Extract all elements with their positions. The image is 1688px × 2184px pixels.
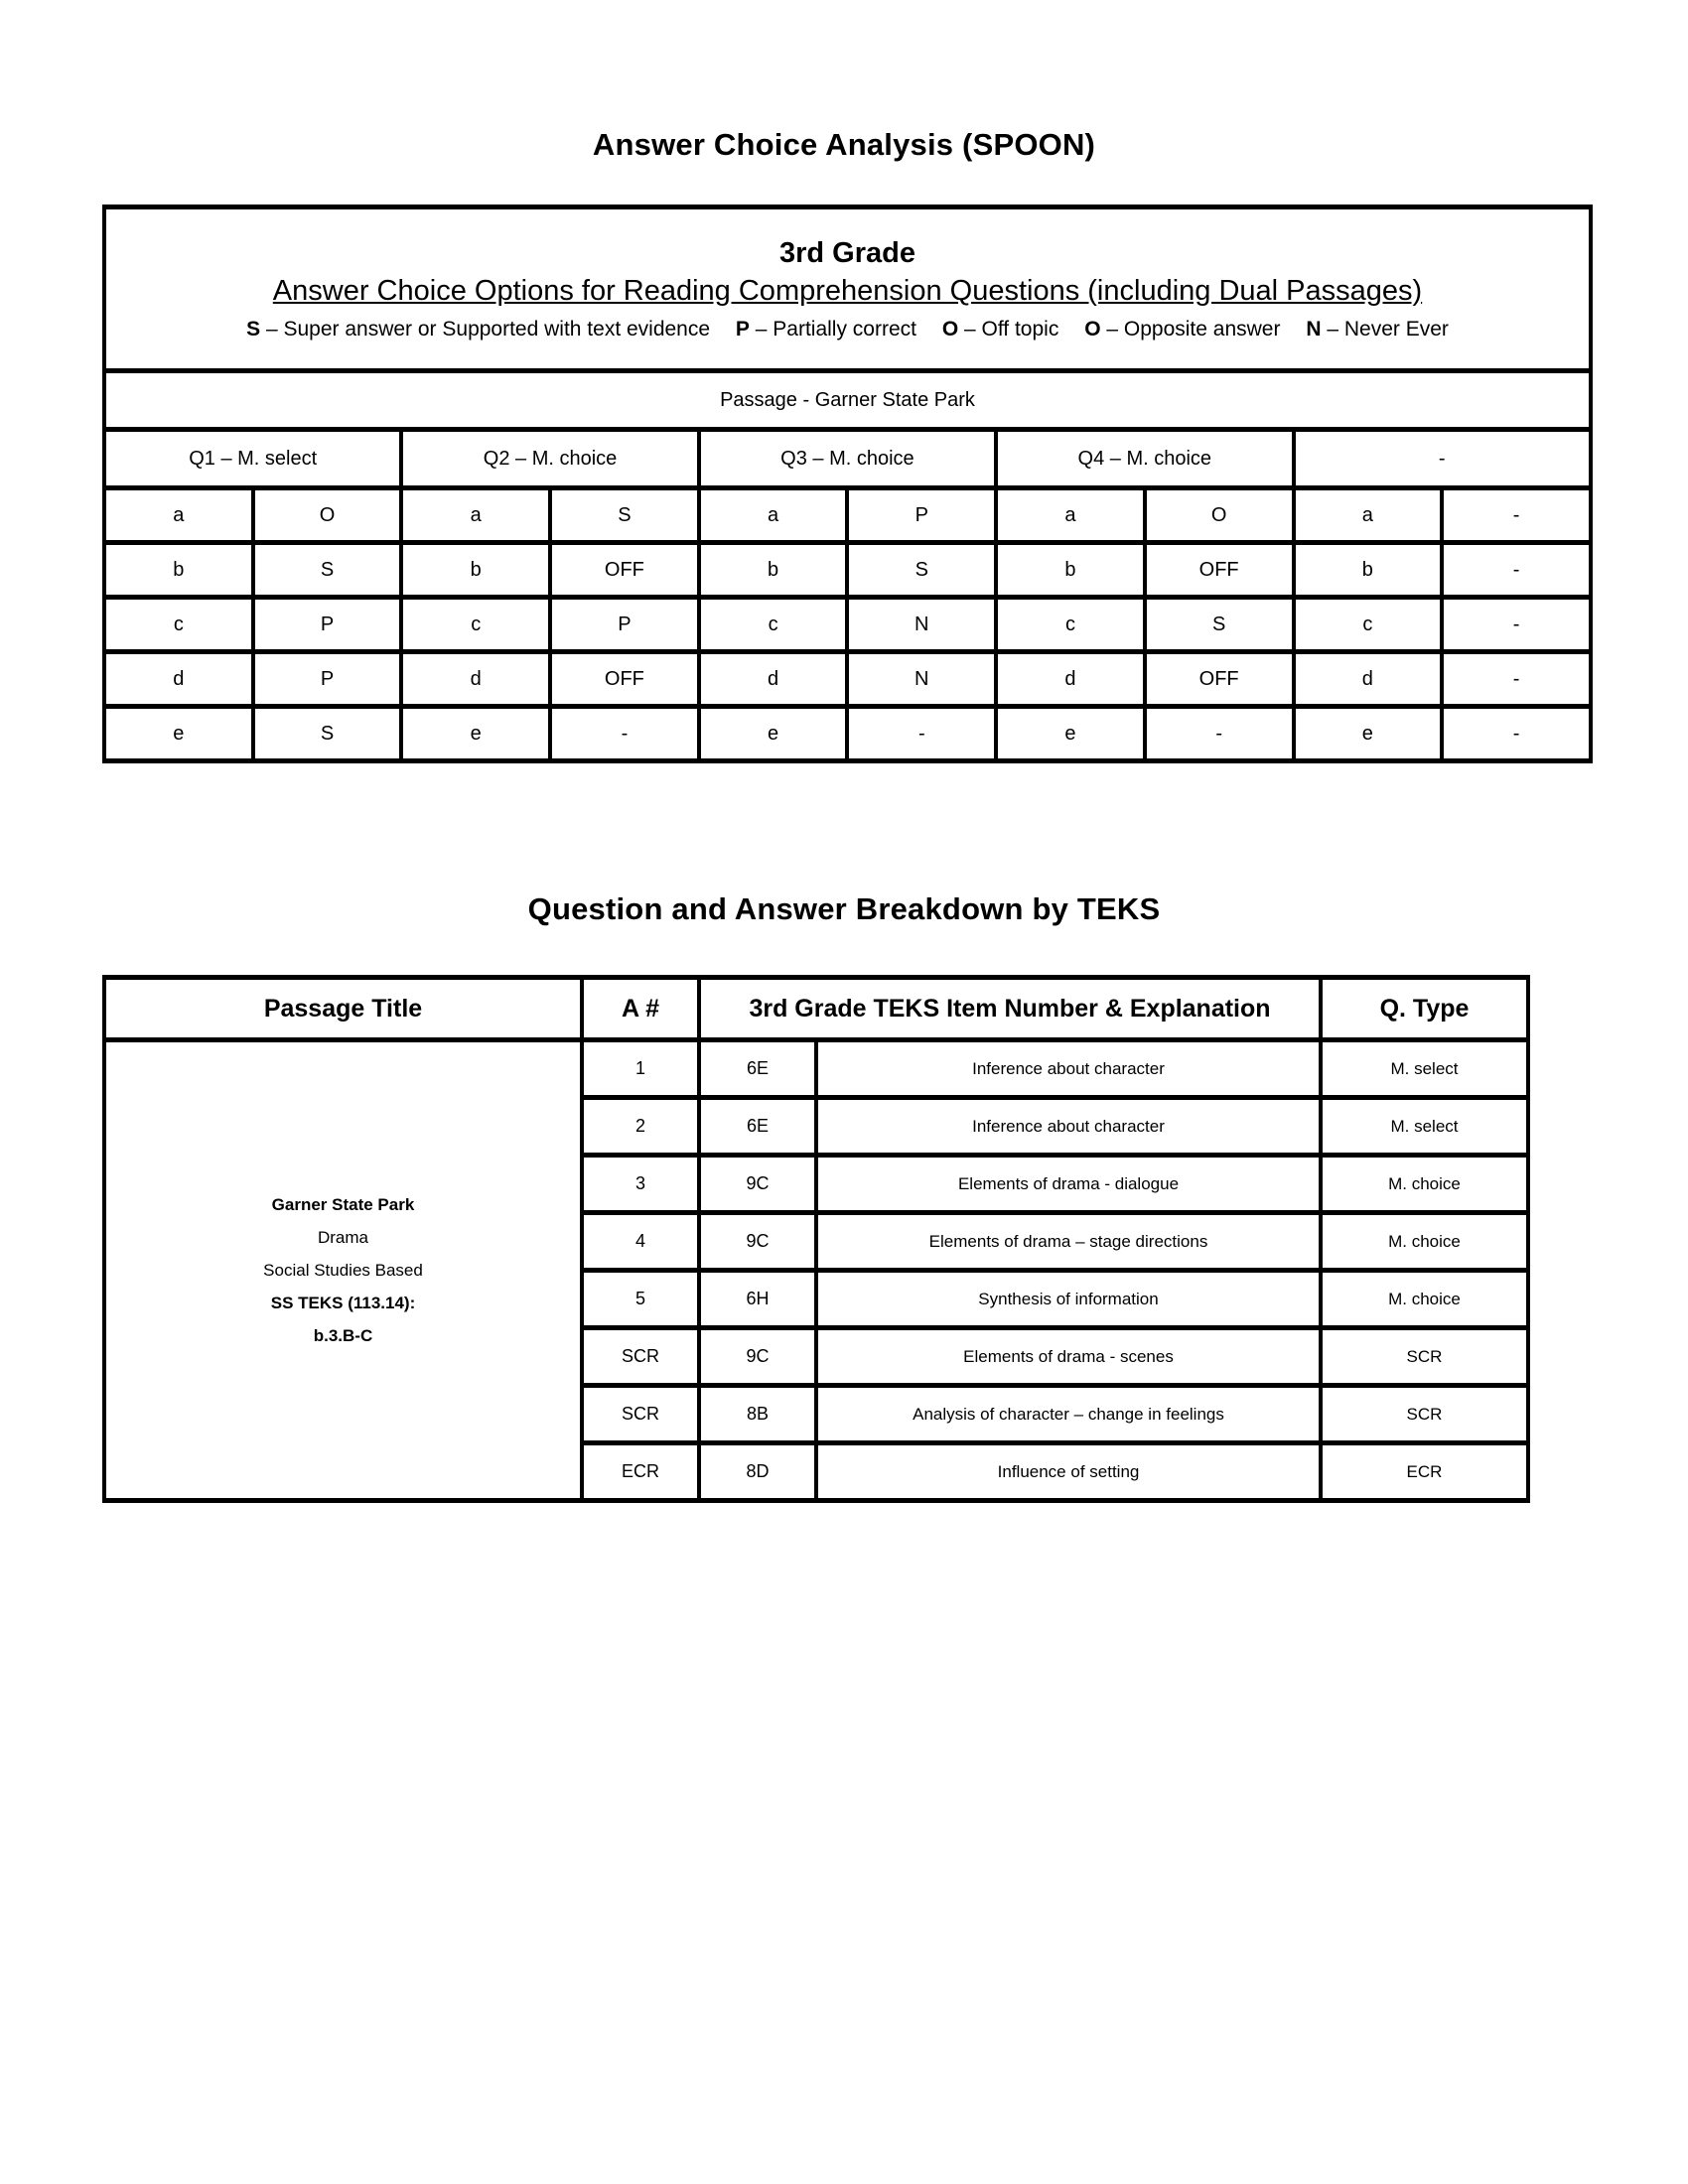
qtype-cell: ECR bbox=[1321, 1443, 1528, 1501]
choice-letter-cell: a bbox=[699, 488, 848, 543]
qtype-cell: M. choice bbox=[1321, 1156, 1528, 1213]
teks-code-cell: 6H bbox=[699, 1271, 816, 1328]
document-title-teks: Question and Answer Breakdown by TEKS bbox=[527, 891, 1161, 926]
choice-letter-cell: e bbox=[1294, 707, 1443, 761]
answer-value-cell: S bbox=[550, 488, 699, 543]
explanation-cell: Elements of drama - scenes bbox=[816, 1328, 1321, 1386]
legend-letter: N bbox=[1306, 317, 1322, 341]
qtype-cell: SCR bbox=[1321, 1386, 1528, 1443]
choice-letter-cell: d bbox=[699, 652, 848, 707]
choice-letter-cell: c bbox=[104, 598, 253, 652]
choice-letter-cell: b bbox=[699, 543, 848, 598]
qtype-cell: M. select bbox=[1321, 1040, 1528, 1098]
column-header-teks-explanation: 3rd Grade TEKS Item Number & Explanation bbox=[699, 978, 1321, 1040]
teks-row bbox=[104, 1040, 1528, 1098]
answer-value-cell: - bbox=[847, 707, 996, 761]
legend bbox=[106, 318, 1589, 341]
choice-letter-cell: e bbox=[699, 707, 848, 761]
teks-code-cell: 9C bbox=[699, 1213, 816, 1271]
spoon-header-cell bbox=[104, 207, 1591, 371]
teks-header-row bbox=[104, 978, 1528, 1040]
choice-letter-cell: c bbox=[996, 598, 1145, 652]
answer-value-cell: - bbox=[1442, 543, 1591, 598]
choice-letter-cell: d bbox=[401, 652, 550, 707]
answer-row-d bbox=[104, 652, 1591, 707]
answer-value-cell: - bbox=[1442, 707, 1591, 761]
spoon-analysis-table bbox=[102, 205, 1593, 763]
answer-value-cell: P bbox=[847, 488, 996, 543]
legend-letter: O bbox=[941, 317, 959, 341]
choice-letter-cell: a bbox=[104, 488, 253, 543]
passage-title-line: Drama bbox=[317, 1228, 368, 1247]
spoon-header-row bbox=[104, 207, 1591, 371]
document-title-spoon: Answer Choice Analysis (SPOON) bbox=[592, 127, 1096, 162]
answer-row-b bbox=[104, 543, 1591, 598]
answer-value-cell: OFF bbox=[1145, 652, 1294, 707]
passage-title-line: Social Studies Based bbox=[263, 1261, 423, 1280]
qtype-cell: M. choice bbox=[1321, 1213, 1528, 1271]
answer-value-cell: P bbox=[253, 598, 402, 652]
answer-value-cell: OFF bbox=[1145, 543, 1294, 598]
answer-value-cell: O bbox=[1145, 488, 1294, 543]
legend-item bbox=[736, 318, 916, 341]
choice-letter-cell: b bbox=[104, 543, 253, 598]
legend-item bbox=[246, 318, 710, 341]
answer-value-cell: - bbox=[1442, 488, 1591, 543]
answer-value-cell: N bbox=[847, 598, 996, 652]
answer-number-cell: ECR bbox=[582, 1443, 699, 1501]
explanation-cell: Inference about character bbox=[816, 1040, 1321, 1098]
answer-value-cell: - bbox=[1442, 652, 1591, 707]
answer-value-cell: P bbox=[550, 598, 699, 652]
choice-letter-cell: c bbox=[1294, 598, 1443, 652]
qtype-cell: M. select bbox=[1321, 1098, 1528, 1156]
qtype-cell: SCR bbox=[1321, 1328, 1528, 1386]
explanation-cell: Synthesis of information bbox=[816, 1271, 1321, 1328]
legend-desc: – Super answer or Supported with text evidence bbox=[265, 317, 711, 341]
passage-banner: Passage - Garner State Park bbox=[104, 371, 1591, 430]
answer-number-cell: 3 bbox=[582, 1156, 699, 1213]
choice-letter-cell: a bbox=[1294, 488, 1443, 543]
passage-title-line: b.3.B-C bbox=[313, 1326, 373, 1345]
legend-item bbox=[942, 318, 1059, 341]
answer-number-cell: SCR bbox=[582, 1328, 699, 1386]
legend-desc: – Off topic bbox=[964, 317, 1059, 341]
question-header-q2: Q2 – M. choice bbox=[401, 430, 698, 488]
answer-value-cell: S bbox=[253, 543, 402, 598]
legend-desc: – Opposite answer bbox=[1106, 317, 1281, 341]
teks-code-cell: 8B bbox=[699, 1386, 816, 1443]
answer-value-cell: O bbox=[253, 488, 402, 543]
teks-code-cell: 9C bbox=[699, 1328, 816, 1386]
answer-row-c bbox=[104, 598, 1591, 652]
choice-letter-cell: c bbox=[699, 598, 848, 652]
answer-value-cell: OFF bbox=[550, 652, 699, 707]
choice-letter-cell: b bbox=[1294, 543, 1443, 598]
answer-value-cell: N bbox=[847, 652, 996, 707]
answer-value-cell: OFF bbox=[550, 543, 699, 598]
choice-letter-cell: a bbox=[996, 488, 1145, 543]
teks-code-cell: 8D bbox=[699, 1443, 816, 1501]
column-header-passage-title: Passage Title bbox=[104, 978, 582, 1040]
answer-value-cell: S bbox=[1145, 598, 1294, 652]
passage-title-cell bbox=[104, 1040, 582, 1501]
choice-letter-cell: e bbox=[996, 707, 1145, 761]
choice-letter-cell: e bbox=[104, 707, 253, 761]
answer-row-a bbox=[104, 488, 1591, 543]
choice-letter-cell: d bbox=[996, 652, 1145, 707]
legend-item bbox=[1306, 318, 1449, 341]
answer-number-cell: 4 bbox=[582, 1213, 699, 1271]
teks-code-cell: 6E bbox=[699, 1040, 816, 1098]
passage-title-line: SS TEKS (113.14): bbox=[270, 1294, 416, 1312]
choice-letter-cell: c bbox=[401, 598, 550, 652]
teks-breakdown-table bbox=[102, 975, 1530, 1503]
answer-number-cell: SCR bbox=[582, 1386, 699, 1443]
question-header-q4: Q4 – M. choice bbox=[996, 430, 1293, 488]
legend-letter: O bbox=[1084, 317, 1101, 341]
choice-letter-cell: d bbox=[104, 652, 253, 707]
grade-heading: 3rd Grade bbox=[779, 236, 915, 269]
answer-value-cell: - bbox=[1442, 598, 1591, 652]
choice-letter-cell: e bbox=[401, 707, 550, 761]
explanation-cell: Inference about character bbox=[816, 1098, 1321, 1156]
legend-item bbox=[1084, 318, 1280, 341]
answer-row-e bbox=[104, 707, 1591, 761]
subtitle-heading: Answer Choice Options for Reading Comprehension Questions (including Dual Passages) bbox=[272, 274, 1423, 307]
choice-letter-cell: b bbox=[996, 543, 1145, 598]
answer-value-cell: - bbox=[550, 707, 699, 761]
legend-letter: S bbox=[246, 317, 261, 341]
passage-title-line: Garner State Park bbox=[271, 1195, 415, 1214]
passage-banner-row bbox=[104, 371, 1591, 430]
teks-code-cell: 6E bbox=[699, 1098, 816, 1156]
legend-desc: – Never Ever bbox=[1327, 317, 1449, 341]
answer-value-cell: P bbox=[253, 652, 402, 707]
choice-letter-cell: b bbox=[401, 543, 550, 598]
legend-letter: P bbox=[735, 317, 750, 341]
answer-value-cell: - bbox=[1145, 707, 1294, 761]
answer-number-cell: 5 bbox=[582, 1271, 699, 1328]
explanation-cell: Elements of drama – stage directions bbox=[816, 1213, 1321, 1271]
answer-number-cell: 2 bbox=[582, 1098, 699, 1156]
teks-code-cell: 9C bbox=[699, 1156, 816, 1213]
explanation-cell: Elements of drama - dialogue bbox=[816, 1156, 1321, 1213]
question-header-q1: Q1 – M. select bbox=[104, 430, 401, 488]
answer-number-cell: 1 bbox=[582, 1040, 699, 1098]
column-header-qtype: Q. Type bbox=[1321, 978, 1528, 1040]
qtype-cell: M. choice bbox=[1321, 1271, 1528, 1328]
explanation-cell: Analysis of character – change in feelings bbox=[816, 1386, 1321, 1443]
legend-desc: – Partially correct bbox=[755, 317, 916, 341]
question-header-blank: - bbox=[1294, 430, 1592, 488]
answer-value-cell: S bbox=[847, 543, 996, 598]
choice-letter-cell: a bbox=[401, 488, 550, 543]
choice-letter-cell: d bbox=[1294, 652, 1443, 707]
column-header-answer-number: A # bbox=[582, 978, 699, 1040]
explanation-cell: Influence of setting bbox=[816, 1443, 1321, 1501]
question-header-row bbox=[104, 430, 1591, 488]
answer-value-cell: S bbox=[253, 707, 402, 761]
question-header-q3: Q3 – M. choice bbox=[699, 430, 996, 488]
